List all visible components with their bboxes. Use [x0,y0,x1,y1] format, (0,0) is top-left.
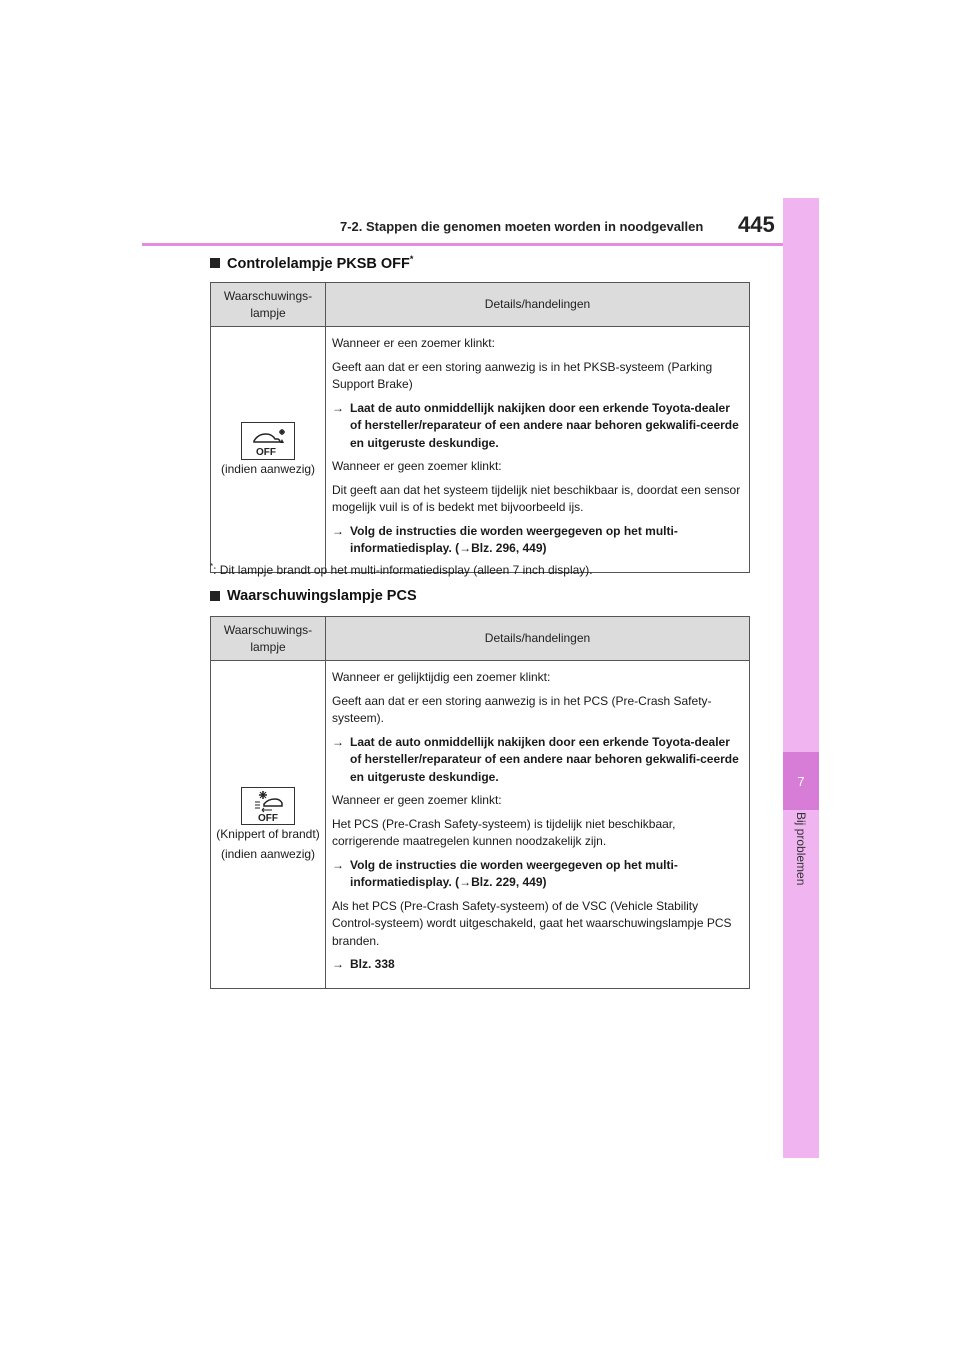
pcs-warning-table [210,616,750,989]
footnote [210,562,593,577]
details-paragraph: Geeft aan dat er een storing aanwezig is in het PKSB-systeem (Parking Support Brake) [332,359,713,391]
arrow-icon: → [332,957,344,971]
lamp-off-text: OFF [256,446,276,458]
arrow-icon: → [332,857,344,872]
header-divider [142,243,783,246]
details-paragraph: Het PCS (Pre-Crash Safety-systeem) is tijdelijk niet beschikbaar, corrigerende maatregelen kunnen noodzakelijk zijn. [332,816,676,848]
lamp-off-text: OFF [258,812,278,824]
lamp-caption: (Knippert of brandt) [216,826,320,841]
action-text: Volg de instructies die worden weergegeven op het multi-informatiedisplay. (→Blz. 296, 449) [350,523,678,555]
action-item [332,956,743,974]
action-item [332,400,743,453]
table-header-lamp: Waarschuwings-lampje [211,617,326,661]
table-header-details: Details/handelingen [326,283,750,327]
action-item [332,523,743,558]
chapter-side-tab [783,198,819,1158]
details-cell [326,327,750,573]
details-paragraph: Wanneer er geen zoemer klinkt: [332,459,502,473]
footnote-text: : Dit lampje brandt op het multi-informatiedisplay (alleen 7 inch display). [213,563,593,577]
details-paragraph: Wanneer er geen zoemer klinkt: [332,793,502,807]
square-bullet-icon [210,591,220,601]
table-header-lamp: Waarschuwings-lampje [211,283,326,327]
details-paragraph: Wanneer er gelijktijdig een zoemer klinkt: [332,670,551,684]
pksb-off-icon [241,422,295,460]
lamp-cell [211,327,326,573]
details-paragraph: Wanneer er een zoemer klinkt: [332,336,495,350]
running-header: 7-2. Stappen die genomen moeten worden in noodgevallen [340,219,704,234]
chapter-number: 7 [783,752,819,810]
action-text: Laat de auto onmiddellijk nakijken door een erkende Toyota-dealer of hersteller/reparateur of een andere naar behoren gekwalifi-ceerde en uitgeruste deskundige. [350,734,739,784]
footnote-marker: * [210,562,214,571]
page-number: 445 [738,212,775,237]
square-bullet-icon [210,258,220,268]
section-title-pksb [210,254,413,272]
lamp-caption: (indien aanwezig) [220,461,316,476]
details-paragraph: Als het PCS (Pre-Crash Safety-systeem) of de VSC (Vehicle Stability Control-systeem) wordt uitgeschakeld, gaat het waarschuwingslampje PCS branden. [332,898,732,948]
details-paragraph: Geeft aan dat er een storing aanwezig is in het PCS (Pre-Crash Safety-systeem). [332,693,712,725]
table-header-details: Details/handelingen [326,617,750,661]
action-item [332,734,743,787]
pcs-off-icon [241,787,295,825]
details-paragraph: Dit geeft aan dat het systeem tijdelijk niet beschikbaar is, doordat een sensor mogelijk vuil is of is bedekt met bijvoorbeeld ijs. [332,482,741,514]
arrow-icon: → [332,400,344,415]
chapter-label: Bij problemen [794,812,808,886]
details-cell [326,661,750,989]
action-text: Blz. 338 [350,957,395,971]
section-title-text: Controlelampje PKSB OFF [227,255,410,272]
section-title-pcs [210,588,417,604]
footnote-marker: * [409,254,414,264]
lamp-cell [211,661,326,989]
lamp-caption: (indien aanwezig) [220,846,316,861]
section-title-text: Waarschuwingslampje PCS [227,588,417,604]
action-text: Volg de instructies die worden weergegeven op het multi-informatiedisplay. (→Blz. 229, 449) [350,857,678,889]
arrow-icon: → [332,523,344,538]
pksb-warning-table [210,282,750,573]
action-text: Laat de auto onmiddellijk nakijken door een erkende Toyota-dealer of hersteller/reparateur of een andere naar behoren gekwalifi-ceerde en uitgeruste deskundige. [350,400,739,450]
arrow-icon: → [332,734,344,749]
action-item [332,857,743,892]
